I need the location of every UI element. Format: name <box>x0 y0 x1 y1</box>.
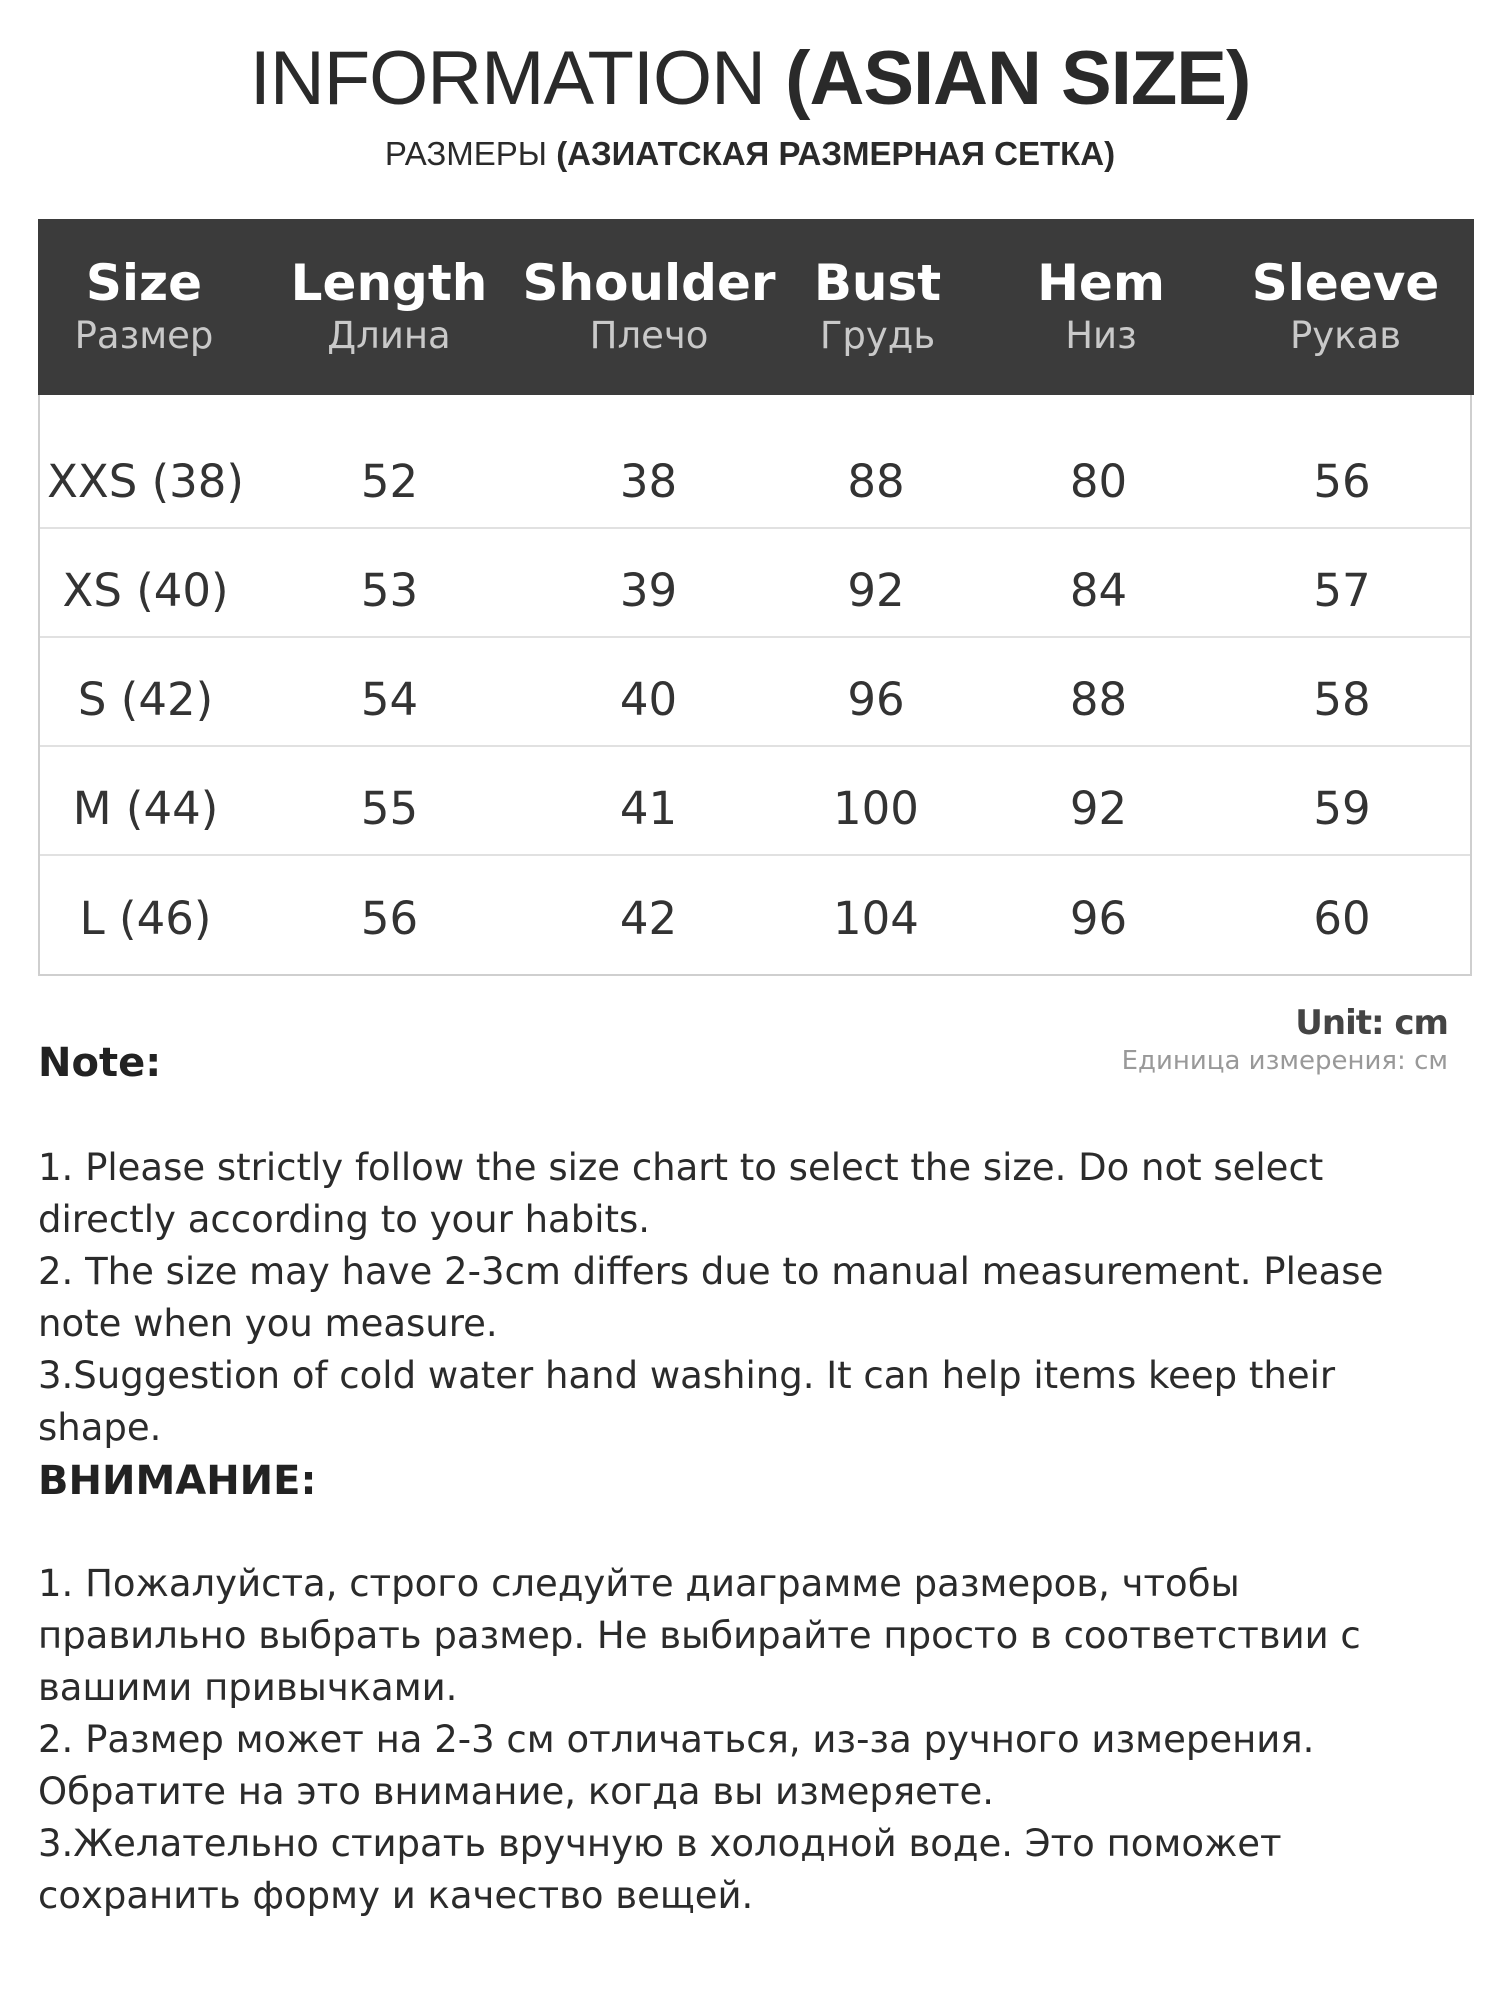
note-item: 1. Please strictly follow the size chart to select the size. Do not select directly according to your habits. <box>38 1146 1324 1241</box>
table-cell-shoulder: 40 <box>619 673 678 726</box>
table-cell-size: M (44) <box>72 782 219 835</box>
column-header-label: Size <box>85 254 203 312</box>
table-cell-shoulder: 41 <box>619 782 678 835</box>
note-item-ru: 1. Пожалуйста, строго следуйте диаграмме размеров, чтобы правильно выбрать размер. Не выбирайте просто в соответствии с вашими привычками. <box>38 1562 1361 1709</box>
table-row <box>40 395 1470 529</box>
note-list-ru <box>38 1558 1458 1922</box>
unit-label <box>1122 1002 1448 1078</box>
table-cell-sleeve: 56 <box>1313 455 1371 508</box>
table-cell-sleeve: 58 <box>1313 673 1371 726</box>
table-cell-length: 54 <box>360 673 419 726</box>
table-cell-length: 52 <box>360 455 419 508</box>
column-header-shoulder <box>522 219 776 395</box>
note-item-ru: 3.Желательно стирать вручную в холодной воде. Это поможет сохранить форму и качество вещей. <box>38 1822 1282 1917</box>
table-cell-size: L (46) <box>79 892 212 945</box>
table-cell-sleeve: 57 <box>1313 564 1371 617</box>
page-title <box>0 36 1500 122</box>
column-header-size <box>38 219 250 395</box>
table-cell-hem: 80 <box>1069 455 1128 508</box>
column-header-label: Bust <box>813 254 942 312</box>
page-title-main: INFORMATION <box>249 36 766 121</box>
note-list <box>38 1142 1458 1454</box>
size-table-header <box>38 219 1474 395</box>
note-heading: Note: <box>38 1040 162 1086</box>
table-cell-length: 56 <box>360 892 419 945</box>
column-header-label-ru: Рукав <box>1289 314 1402 357</box>
unit-label-en: Unit: cm <box>1295 1003 1448 1043</box>
column-header-hem <box>985 219 1217 395</box>
table-cell-hem: 88 <box>1069 673 1128 726</box>
table-row <box>40 638 1470 747</box>
table-cell-hem: 92 <box>1069 782 1128 835</box>
table-cell-size: XXS (38) <box>47 455 244 508</box>
table-cell-shoulder: 42 <box>619 892 678 945</box>
table-cell-shoulder: 39 <box>619 564 678 617</box>
table-cell-sleeve: 60 <box>1313 892 1371 945</box>
column-header-bust <box>770 219 985 395</box>
table-cell-hem: 84 <box>1069 564 1128 617</box>
page-subtitle <box>0 134 1500 174</box>
table-cell-size: XS (40) <box>62 564 229 617</box>
column-header-label-ru: Грудь <box>819 314 936 357</box>
column-header-length <box>250 219 528 395</box>
note-item-ru: 2. Размер может на 2-3 см отличаться, из-за ручного измерения. Обратите на это внимание, когда вы измеряете. <box>38 1718 1315 1813</box>
table-row <box>40 856 1470 965</box>
table-cell-bust: 96 <box>847 673 905 726</box>
table-cell-bust: 92 <box>847 564 905 617</box>
table-cell-length: 53 <box>360 564 419 617</box>
column-header-label: Shoulder <box>522 254 776 312</box>
column-header-label-ru: Длина <box>327 314 451 357</box>
size-table-body <box>40 395 1470 965</box>
column-header-sleeve <box>1217 219 1474 395</box>
table-cell-sleeve: 59 <box>1313 782 1371 835</box>
note-item: 2. The size may have 2-3cm differs due to manual measurement. Please note when you measure. <box>38 1250 1384 1345</box>
page-subtitle-qualifier: (АЗИАТСКАЯ РАЗМЕРНАЯ СЕТКА) <box>556 135 1116 172</box>
column-header-label: Sleeve <box>1251 254 1440 312</box>
note-item: 3.Suggestion of cold water hand washing. It can help items keep their shape. <box>38 1354 1336 1449</box>
table-cell-hem: 96 <box>1069 892 1128 945</box>
unit-label-ru: Единица измерения: см <box>1121 1046 1448 1076</box>
column-header-label-ru: Размер <box>74 314 214 357</box>
page-subtitle-main: РАЗМЕРЫ <box>384 135 548 172</box>
column-header-label-ru: Плечо <box>589 314 709 357</box>
table-cell-bust: 88 <box>847 455 905 508</box>
table-cell-shoulder: 38 <box>619 455 678 508</box>
note-heading-ru: ВНИМАНИЕ: <box>38 1458 317 1504</box>
table-cell-bust: 104 <box>833 892 919 945</box>
table-cell-bust: 100 <box>833 782 919 835</box>
table-row <box>40 529 1470 638</box>
size-table <box>38 219 1472 976</box>
page-title-qualifier: (ASIAN SIZE) <box>785 36 1251 121</box>
table-cell-length: 55 <box>360 782 419 835</box>
column-header-label-ru: Низ <box>1065 314 1137 357</box>
table-row <box>40 747 1470 856</box>
column-header-label: Hem <box>1037 254 1165 312</box>
column-header-label: Length <box>290 254 488 312</box>
table-cell-size: S (42) <box>77 673 214 726</box>
